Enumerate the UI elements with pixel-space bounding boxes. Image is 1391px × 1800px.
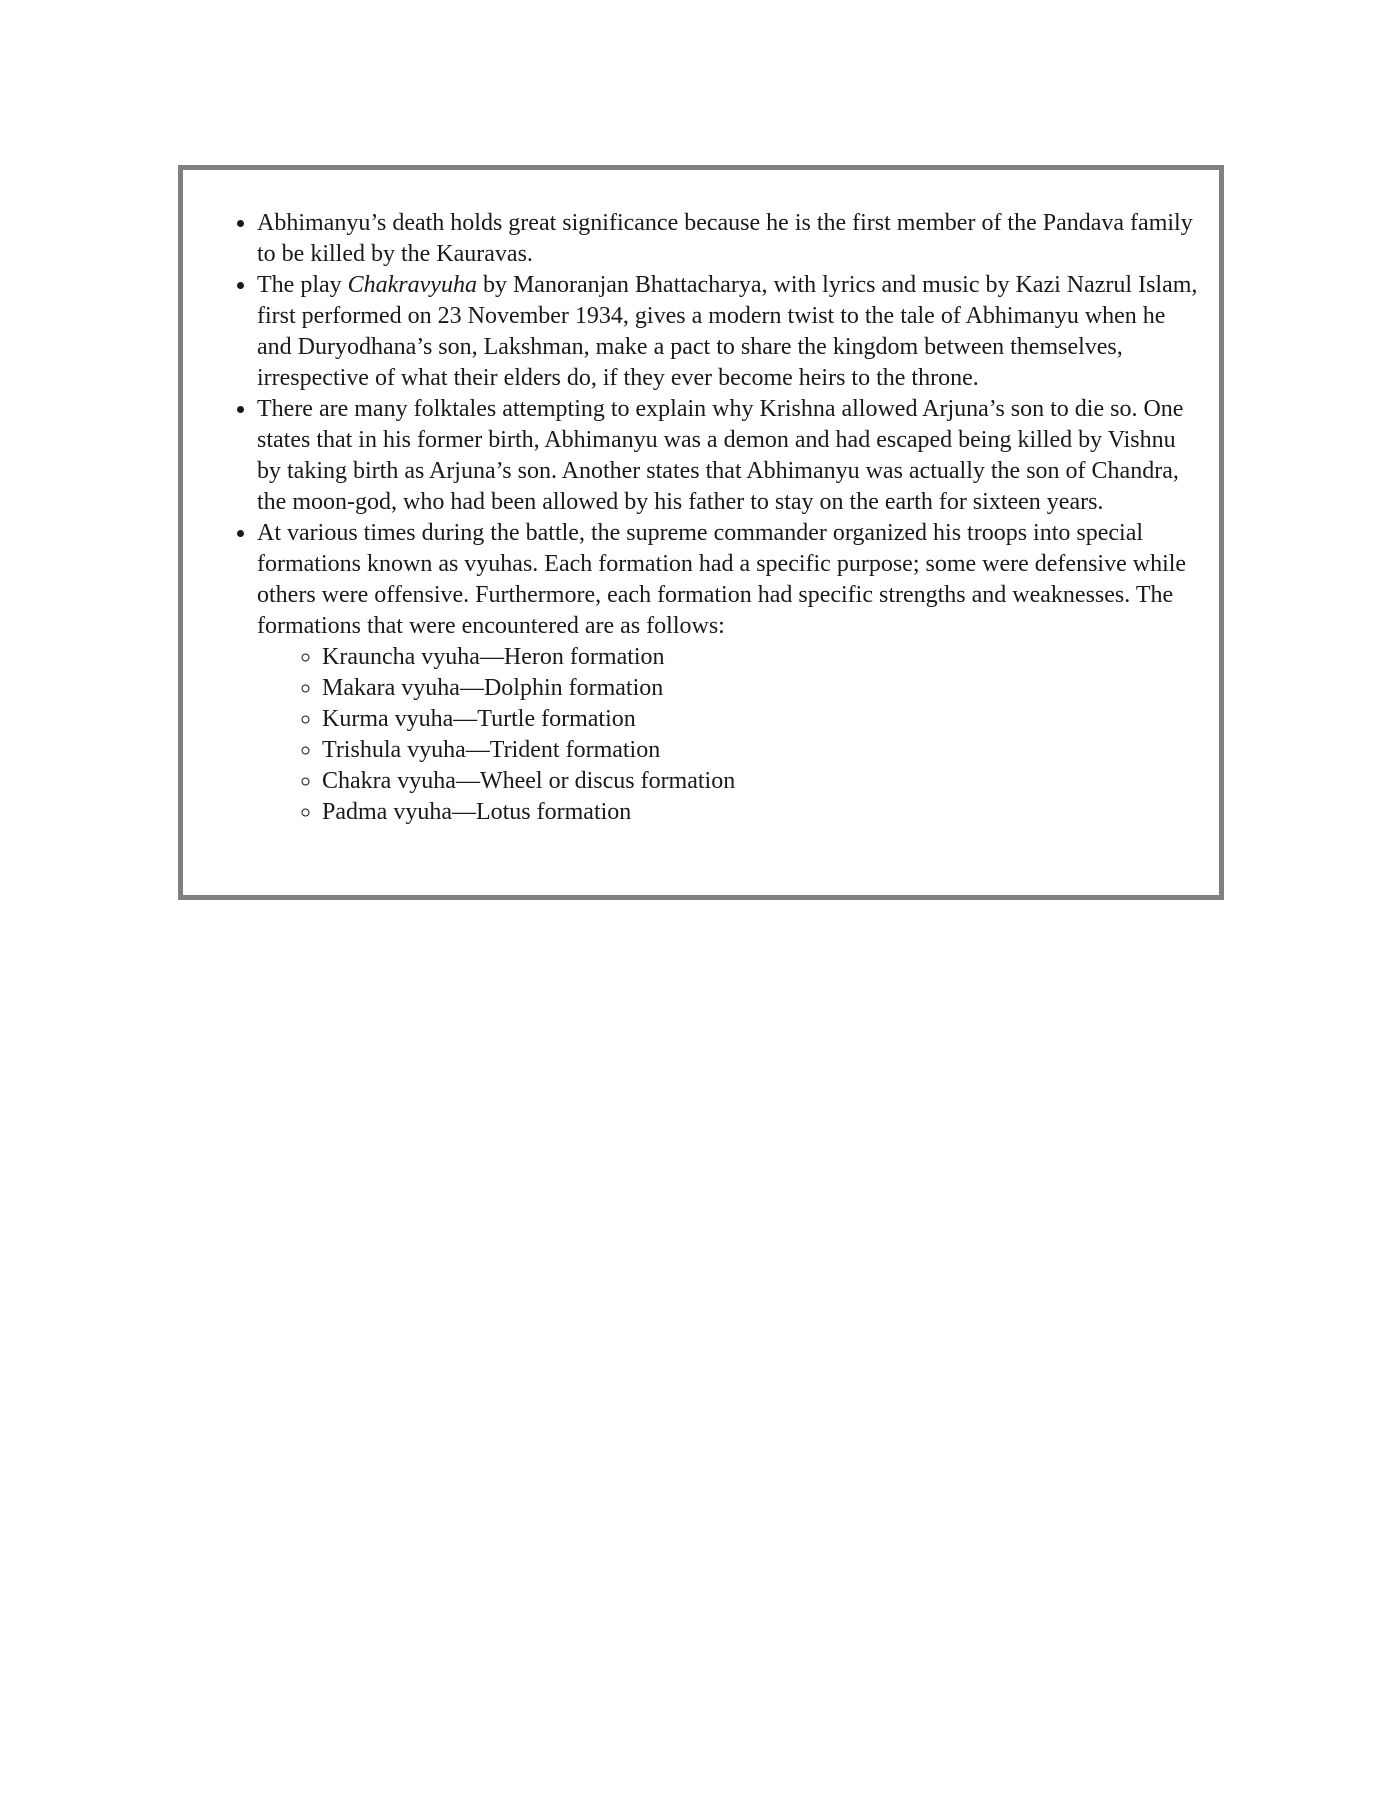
- formation-item-padma: [322, 797, 1201, 828]
- formation-item-kurma: [322, 704, 1201, 735]
- bullet-item-play-chakravyuha: [257, 270, 1201, 394]
- play-title-italic: Chakravyuha: [347, 272, 477, 298]
- formation-text: Trishula vyuha—Trident formation: [322, 737, 661, 763]
- bullet-text-prefix: The play: [257, 272, 348, 298]
- bullet-list: [183, 208, 1201, 828]
- formation-item-trishula: [322, 735, 1201, 766]
- formation-text: Padma vyuha—Lotus formation: [322, 799, 632, 825]
- bullet-item-formations: [257, 518, 1201, 828]
- formation-sub-list: [257, 642, 1201, 828]
- bullet-text: At various times during the battle, the supreme commander organized his troops into special formations known as vyuhas. Each formation had a specific purpose; some were defensive while others were offensive. Furthermore, each formation had specific strengths and weaknesses. The formations that were encountered are as follows:: [257, 520, 1187, 639]
- bullet-text: Abhimanyu’s death holds great significance because he is the first member of the Pandava family to be killed by the Kauravas.: [257, 210, 1193, 267]
- formation-item-chakra: [322, 766, 1201, 797]
- content-box: [178, 165, 1224, 900]
- formation-item-makara: [322, 673, 1201, 704]
- formation-text: Chakra vyuha—Wheel or discus formation: [322, 768, 736, 794]
- formation-text: Krauncha vyuha—Heron formation: [322, 644, 665, 670]
- bullet-item-abhimanyu-death: [257, 208, 1201, 270]
- formation-text: Makara vyuha—Dolphin formation: [322, 675, 664, 701]
- formation-text: Kurma vyuha—Turtle formation: [322, 706, 636, 732]
- formation-item-krauncha: [322, 642, 1201, 673]
- bullet-text-rest: by Manoranjan Bhattacharya, with lyrics and music by Kazi Nazrul Islam, first performed on 23 November 1934, gives a modern twist to the tale of Abhimanyu when he and Duryodhana’s son, Lakshman, make a pact to share the kingdom between themselves, irrespective of what their elders do, if they ever become heirs to the throne.: [257, 272, 1198, 391]
- bullet-text: There are many folktales attempting to explain why Krishna allowed Arjuna’s son to die so. One states that in his former birth, Abhimanyu was a demon and had escaped being killed by Vishnu by taking birth as Arjuna’s son. Another states that Abhimanyu was actually the son of Chandra, the moon-god, who had been allowed by his father to stay on the earth for sixteen years.: [257, 396, 1184, 515]
- bullet-item-folktales: [257, 394, 1201, 518]
